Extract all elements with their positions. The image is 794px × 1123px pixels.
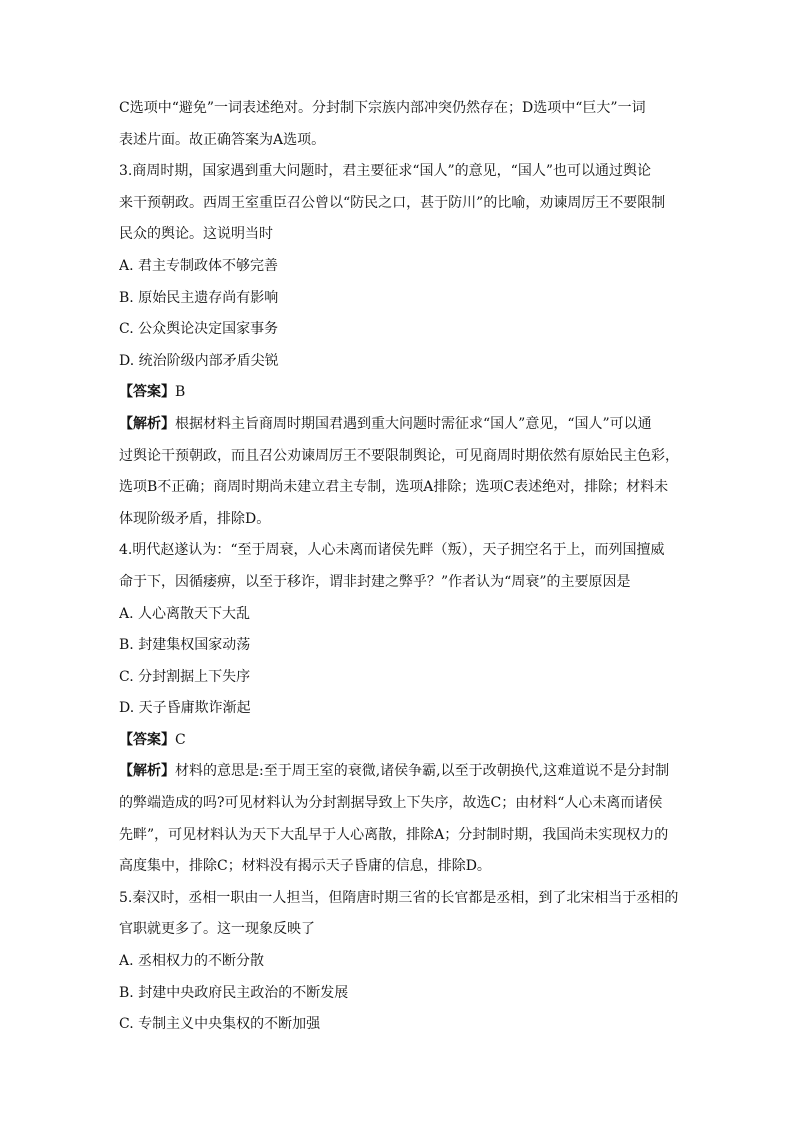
q2-analysis-line: C选项中“避免”一词表述绝对。分封制下宗族内部冲突仍然存在；D选项中“巨大”一词: [119, 100, 646, 116]
analysis-tag: 【解析】: [119, 763, 175, 780]
q3-analysis-line: [119, 414, 679, 434]
analysis-tag: 【解析】: [119, 415, 175, 432]
q4-option-a: A. 人心离散天下大乱: [119, 605, 251, 622]
q4-option-c: C. 分封割据上下失序: [119, 668, 251, 685]
q3-analysis-line: 过舆论干预朝政，而且召公劝谏周厉王不要限制舆论，可见商周时期依然有原始民主色彩，: [119, 447, 679, 464]
q2-analysis-line: 表述片面。故正确答案为A选项。: [119, 131, 326, 148]
q4-analysis-line: 高度集中，排除C；材料没有揭示天子昏庸的信息，排除D。: [119, 858, 491, 875]
q4-stem-line: 4.明代赵遂认为：“至于周衰，人心未离而诸侯先畔（叛），天子拥空名于上，而列国擅威: [119, 542, 665, 559]
q3-stem-line: 3.商周时期，国家遇到重大问题时，君主要征求“国人”的意见，“国人”也可以通过舆论: [119, 163, 651, 180]
answer-tag: 【答案】: [119, 384, 175, 401]
q4-analysis-line: [119, 761, 679, 781]
q4-analysis-line: 先畔”，可见材料认为天下大乱早于人心离散，排除A；分封制时期，我国尚未实现权力的: [119, 826, 669, 843]
q4-stem-line: 命于下，因循痿痹，以至于移诈，谓非封建之弊乎？”作者认为“周衰”的主要原因是: [119, 573, 631, 590]
q3-stem-line: 来干预朝政。西周王室重臣召公曾以“防民之口，甚于防川”的比喻，劝谏周厉王不要限制: [119, 194, 666, 211]
answer-tag: 【答案】: [119, 731, 175, 748]
q4-analysis-line: 的弊端造成的吗?可见材料认为分封割据导致上下失序，故选C；由材料“人心未离而诸侯: [119, 795, 663, 812]
q3-analysis-line: 体现阶级矛盾，排除D。: [119, 510, 271, 527]
answer-value: C: [175, 731, 186, 748]
q5-stem-line: 官职就更多了。这一现象反映了: [119, 921, 315, 938]
q4-answer: [119, 730, 679, 750]
analysis-text: 根据材料主旨商周时期国君遇到重大问题时需征求“国人”意见，“国人”可以通: [175, 415, 652, 432]
q5-stem-line: 5.秦汉时，丞相一职由一人担当，但隋唐时期三省的长官都是丞相，到了北宋相当于丞相的: [119, 889, 679, 906]
q4-option-b: B. 封建集权国家动荡: [119, 637, 251, 654]
q5-option-a: A. 丞相权力的不断分散: [119, 953, 265, 970]
q3-option-c: C. 公众舆论决定国家事务: [119, 321, 279, 338]
q5-option-b: B. 封建中央政府民主政治的不断发展: [119, 984, 349, 1001]
q3-stem-line: 民众的舆论。这说明当时: [119, 226, 273, 243]
q3-option-b: B. 原始民主遗存尚有影响: [119, 289, 279, 306]
q3-analysis-line: 选项B不正确；商周时期尚未建立君主专制，选项A排除；选项C表述绝对，排除；材料未: [119, 479, 669, 496]
answer-value: B: [175, 384, 186, 401]
analysis-text: 材料的意思是:至于周王室的衰微,诸侯争霸,以至于改朝换代,这难道说不是分封制: [175, 763, 670, 780]
q3-answer: [119, 382, 679, 402]
q5-option-c: C. 专制主义中央集权的不断加强: [119, 1016, 321, 1033]
q4-option-d: D. 天子昏庸欺诈渐起: [119, 700, 251, 717]
q3-option-a: A. 君主专制政体不够完善: [119, 257, 279, 274]
document-page: [119, 98, 679, 1046]
q3-option-d: D. 统治阶级内部矛盾尖锐: [119, 352, 279, 369]
